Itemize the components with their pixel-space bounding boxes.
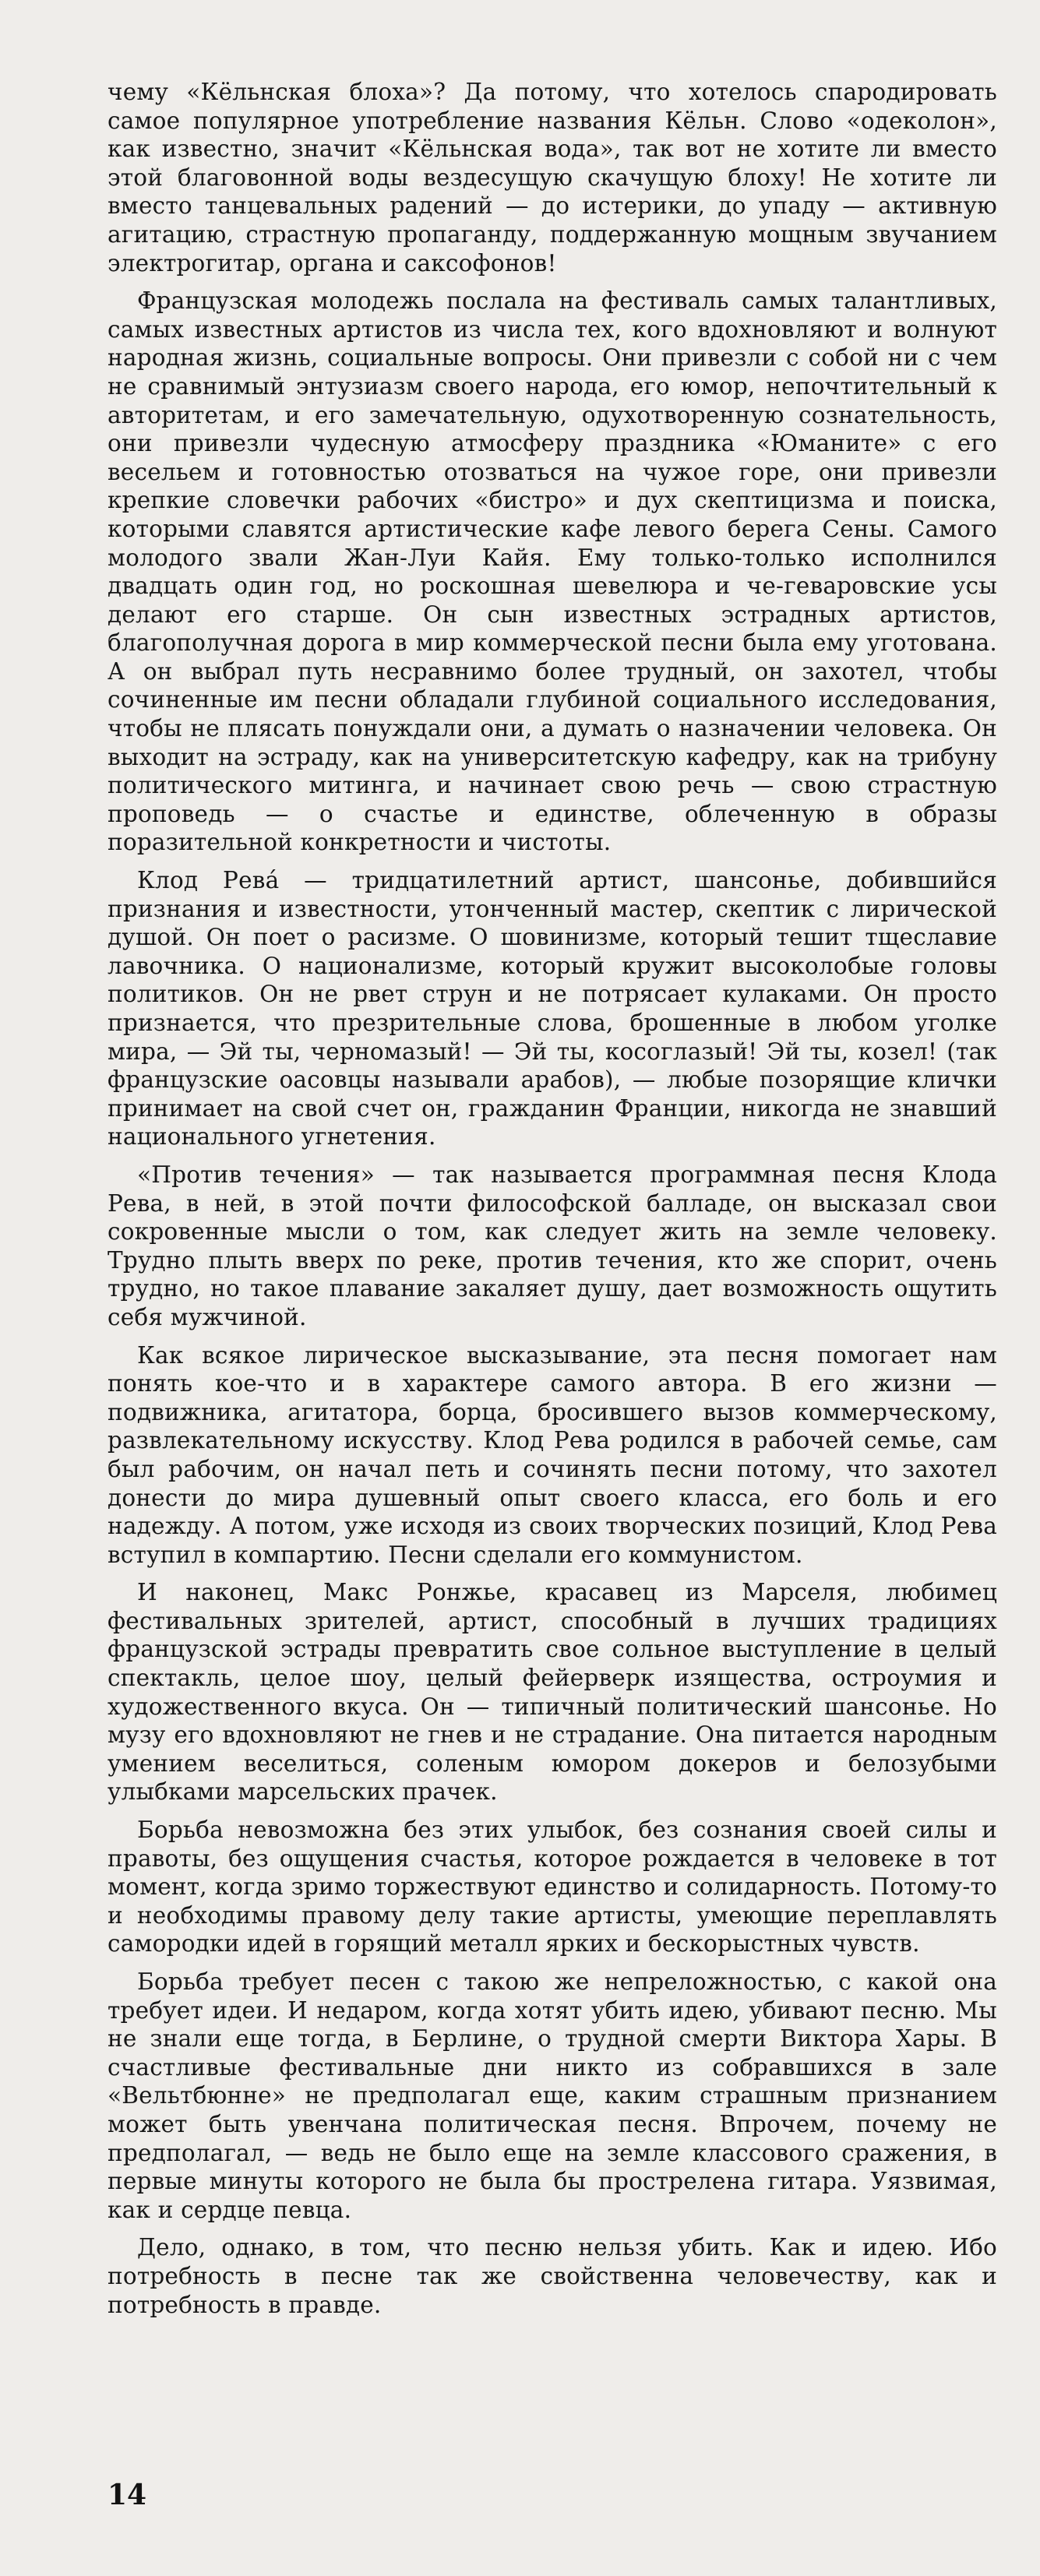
paragraph: Французская молодежь послала на фестиваль самых талантливых, самых известных артистов из числа тех, кого вдохновляют и волнуют народная жизнь, социальные вопросы. Они привезли с собой ни с чем не сравнимый энтузиазм своего народа, его юмор, непочтительный к авторитетам, и его замечательную, одухотворенную сознательность, они привезли чудесную атмосферу праздника «Юманите» с его весельем и готовностью отозваться на чужое горе, они привезли крепкие словечки рабочих «бистро» и дух скептицизма и поиска, которыми славятся артистические кафе левого берега Сены. Самого молодого звали Жан-Луи Кайя. Ему только-только исполнился двадцать один год, но роскошная шевелюра и че-геваровские усы делают его старше. Он сын известных эстрадных артистов, благополучная дорога в мир коммерческой песни была ему уготована. А он выбрал путь несравнимо более трудный, он захотел, чтобы сочиненные им песни обладали глубиной социального исследования, чтобы не плясать понуждали они, а думать о назначении человека. Он выходит на эстраду, как на университетскую кафедру, как на трибуну политического митинга, и начинает свою речь — свою страстную проповедь — о счастье и единстве, облеченную в образы поразительной конкретности и чистоты. — [108, 287, 997, 856]
paragraph: «Против течения» — так называется программная песня Клода Рева, в ней, в этой почти философской балладе, он высказал свои сокровенные мысли о том, как следует жить на земле человеку. Трудно плыть вверх по реке, против течения, кто же спорит, очень трудно, но такое плавание закаляет душу, дает возможность ощутить себя мужчиной. — [108, 1161, 997, 1330]
paragraph: Как всякое лирическое высказывание, эта песня помогает нам понять кое-что и в характере самого автора. В его жизни — подвижника, агитатора, борца, бросившего вызов коммерческому, развлекательному искусству. Клод Рева родился в рабочей семье, сам был рабочим, он начал петь и сочинять песни потому, что захотел донести до мира душевный опыт своего класса, его боль и его надежду. А потом, уже исходя из своих творческих позиций, Клод Рева вступил в компартию. Песни сделали его коммунистом. — [108, 1341, 997, 1568]
paragraph: чему «Кёльнская блоха»? Да потому, что хотелось спародировать самое популярное употребление названия Кёльн. Слово «одеколон», как известно, значит «Кёльнская вода», так вот не хотите ли вместо этой благовонной воды вездесущую скачущую блоху! Не хотите ли вместо танцевальных радений — до истерики, до упаду — активную агитацию, страстную пропаганду, поддержанную мощным звучанием электрогитар, органа и саксофонов! — [108, 79, 997, 277]
article-body — [108, 78, 997, 2328]
paragraph: И наконец, Макс Ронжье, красавец из Марселя, любимец фестивальных зрителей, артист, способный в лучших традициях французской эстрады превратить свое сольное выступление в целый спектакль, целое шоу, целый фейерверк изящества, остроумия и художественного вкуса. Он — типичный политический шансонье. Но музу его вдохновляют не гнев и не страдание. Она питается народным умением веселиться, соленым юмором докеров и белозубыми улыбками марсельских прачек. — [108, 1579, 997, 1806]
page-number: 14 — [108, 2479, 147, 2511]
paragraph: Борьба невозможна без этих улыбок, без сознания своей силы и правоты, без ощущения счастья, которое рождается в человеке в тот момент, когда зримо торжествуют единство и солидарность. Потому-то и необходимы правому делу такие артисты, умеющие переплавлять самородки идей в горящий металл ярких и бескорыстных чувств. — [108, 1817, 997, 1958]
paragraph: Дело, однако, в том, что песню нельзя убить. Как и идею. Ибо потребность в песне так же свойственна человечеству, как и потребность в правде. — [108, 2234, 997, 2318]
paragraph: Клод Рева́ — тридцатилетний артист, шансонье, добившийся признания и известности, утонченный мастер, скептик с лирической душой. Он поет о расизме. О шовинизме, который тешит тщеславие лавочника. О национализме, который кружит высоколобые головы политиков. Он не рвет струн и не потрясает кулаками. Он просто признается, что презрительные слова, брошенные в любом уголке мира, — Эй ты, черномазый! — Эй ты, косоглазый! Эй ты, козел! (так французские оасовцы называли арабов), — любые позорящие клички принимает на свой счет он, гражданин Франции, никогда не знавший национального угнетения. — [108, 867, 997, 1151]
paragraph: Борьба требует песен с такою же непреложностью, с какой она требует идеи. И недаром, когда хотят убить идею, убивают песню. Мы не знали еще тогда, в Берлине, о трудной смерти Виктора Хары. В счастливые фестивальные дни никто из собравшихся в зале «Вельтбюнне» не предполагал еще, каким страшным признанием может быть увенчана политическая песня. Впрочем, почему не предполагал, — ведь не было еще на земле классового сражения, в первые минуты которого не была бы прострелена гитара. Уязвимая, как и сердце певца. — [108, 1968, 997, 2223]
